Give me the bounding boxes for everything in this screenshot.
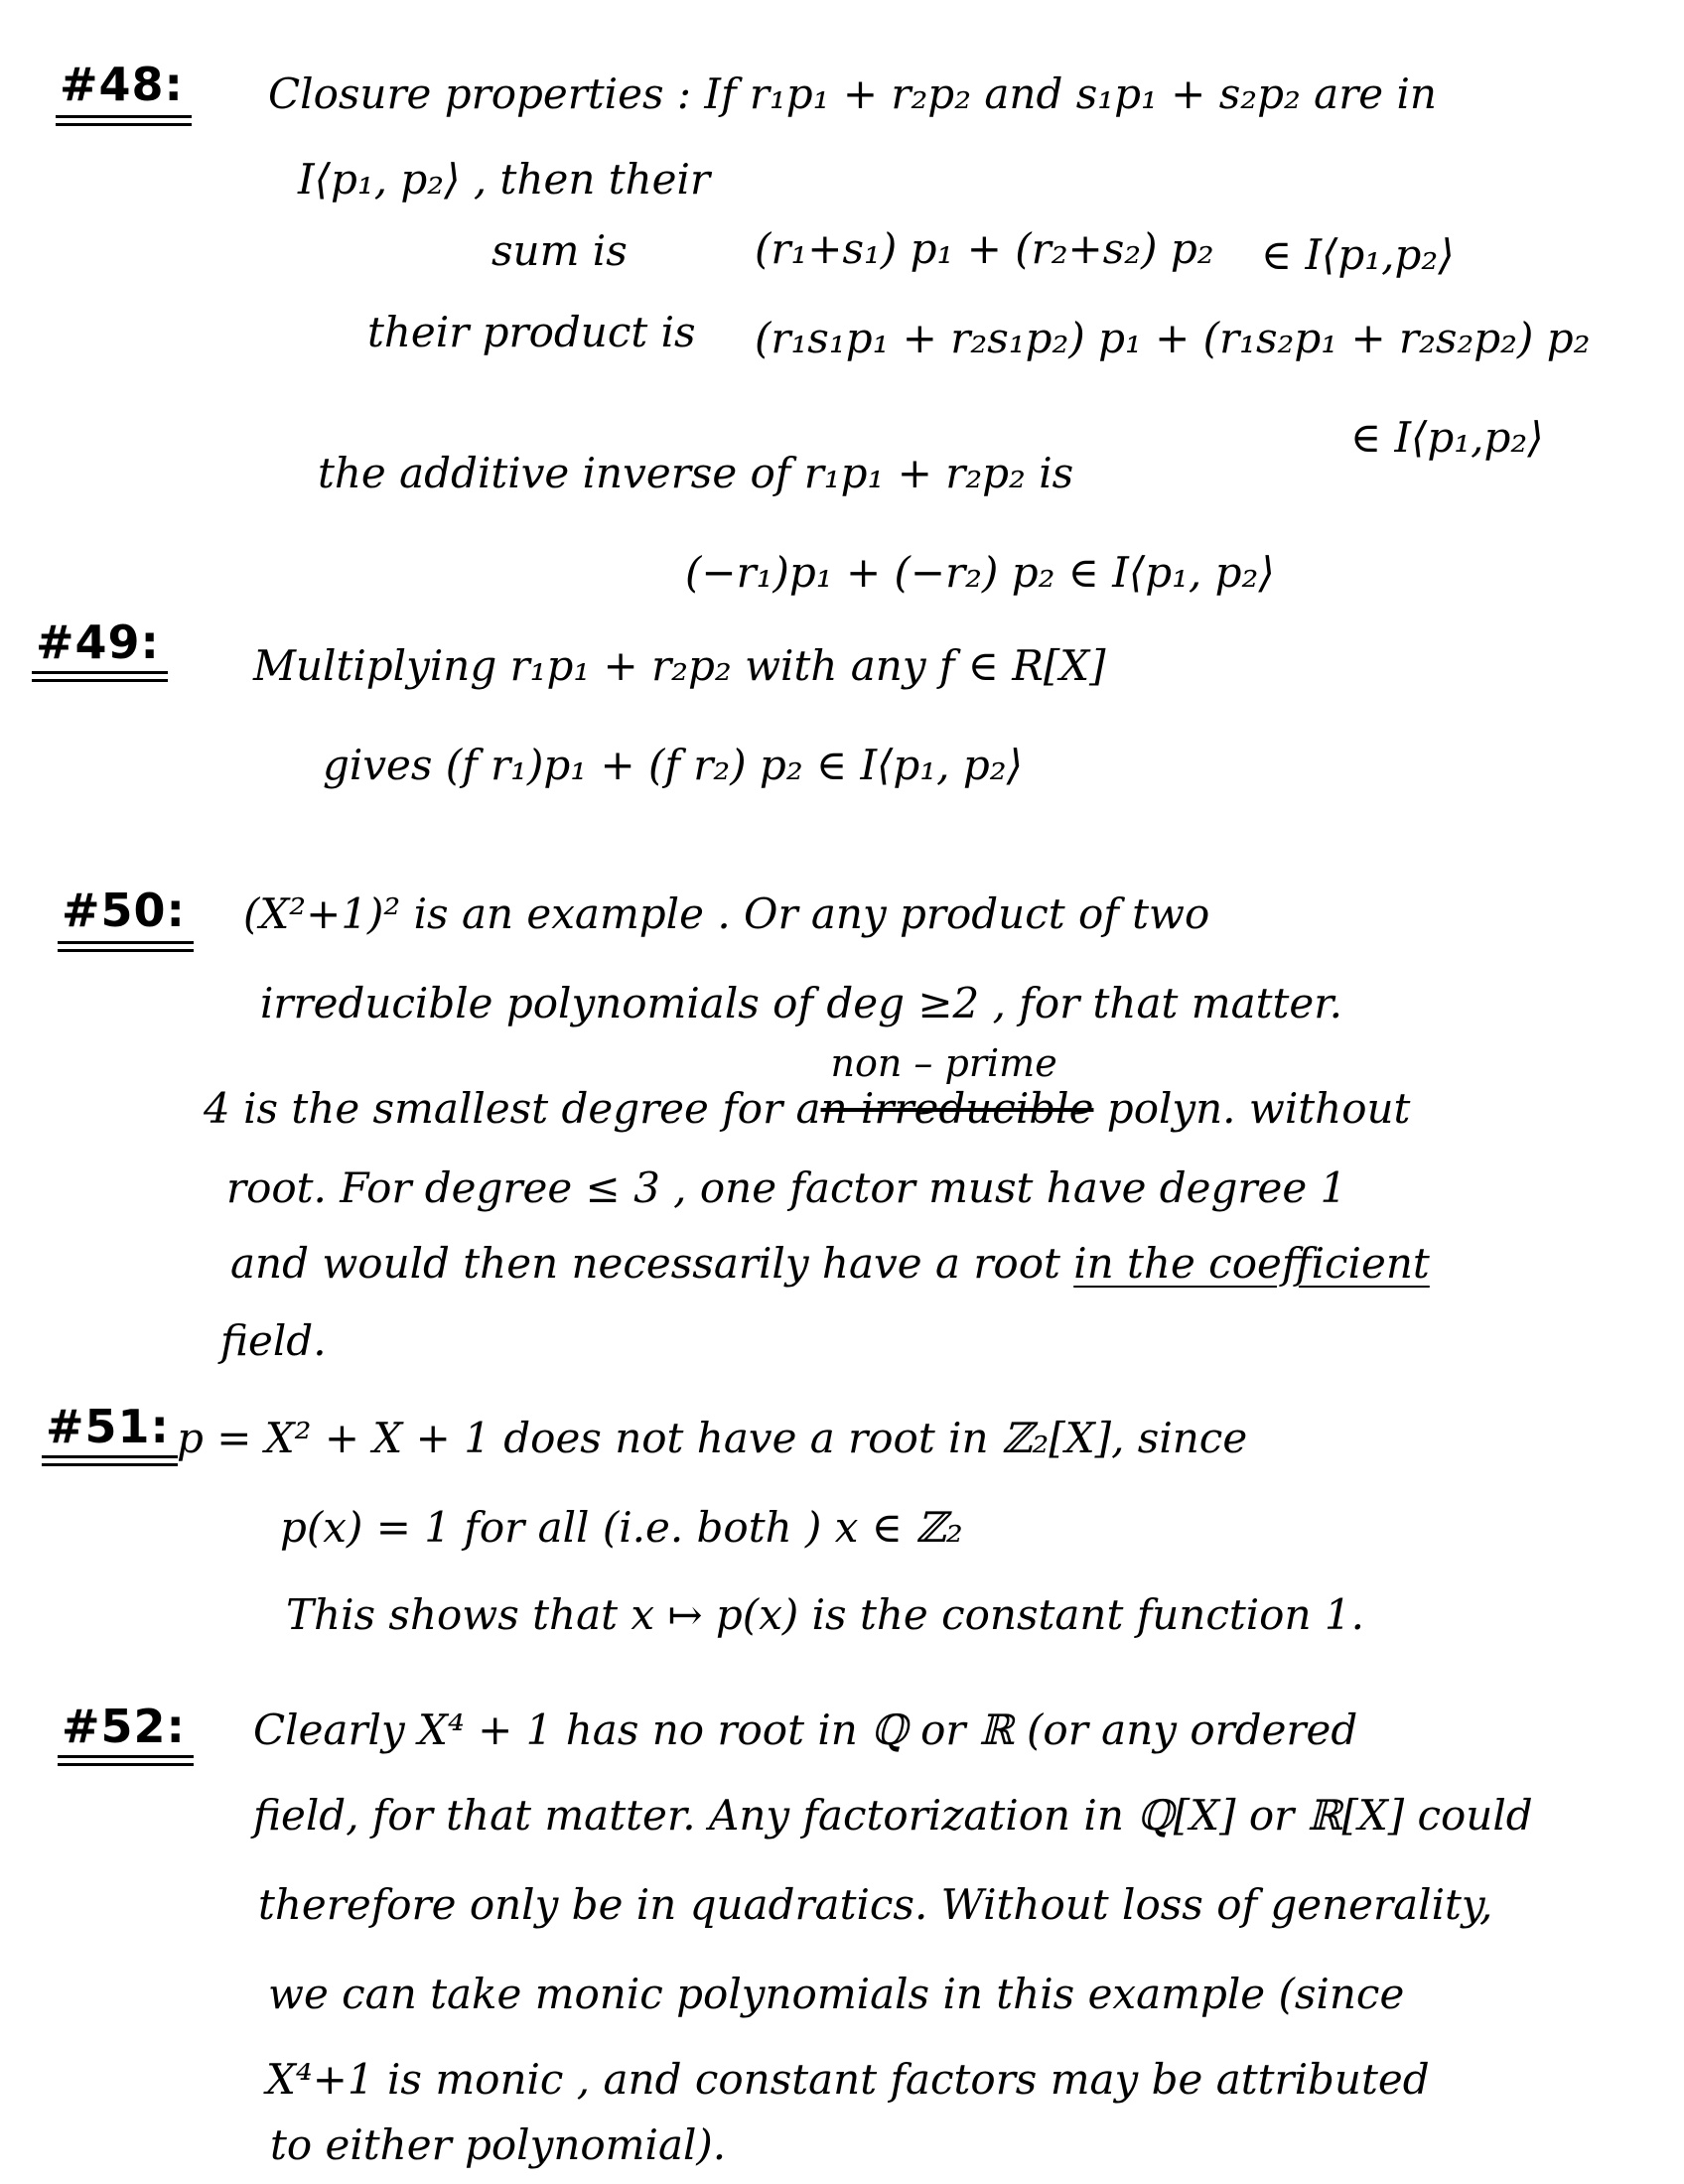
s50-line4: root. For degree ≤ 3 , one factor must have degree 1 (226, 1163, 1347, 1212)
label-text: #52: (62, 1700, 186, 1753)
s48-inverse-label: the additive inverse of r₁p₁ + r₂p₂ is (318, 449, 1074, 497)
problem-label-49 (36, 615, 160, 669)
s49-line2: gives (f r₁)p₁ + (f r₂) p₂ ∈ I⟨p₁, p₂⟩ (323, 741, 1023, 789)
s52-line4: we can take monic polynomials in this example (since (268, 1970, 1405, 2018)
s51-line1: p = X² + X + 1 does not have a root in ℤ₂[X], since (177, 1414, 1248, 1462)
label-text: #50: (62, 884, 186, 937)
s50-line1: (X²+1)² is an example . Or any product of two (243, 889, 1210, 938)
s50-line3-correction (820, 1041, 1094, 1133)
s50-line2: irreducible polynomials of deg ≥2 , for that matter. (260, 979, 1343, 1027)
problem-label-50 (62, 884, 186, 937)
s48-product-expression: (r₁s₁p₁ + r₂s₁p₂) p₁ + (r₁s₂p₁ + r₂s₂p₂) p₂ (755, 314, 1591, 362)
s48-line1: Closure properties : If r₁p₁ + r₂p₂ and s₁p₁ + s₂p₂ are in (268, 69, 1437, 118)
s48-product-membership: ∈ I⟨p₁,p₂⟩ (1350, 413, 1544, 462)
s50-line3-post: polyn. without (1093, 1084, 1411, 1133)
s48-sum-membership: ∈ I⟨p₁,p₂⟩ (1261, 230, 1455, 279)
s48-product-label: their product is (367, 308, 696, 356)
s48-sum-label: sum is (491, 226, 628, 275)
label-text: #51: (46, 1400, 170, 1453)
s52-line5: X⁴+1 is monic , and constant factors may be attributed (266, 2055, 1430, 2104)
s52-line2: field, for that matter. Any factorization in ℚ[X] or ℝ[X] could (253, 1791, 1533, 1840)
s50-line6: field. (220, 1316, 327, 1365)
s48-sum-expression: (r₁+s₁) p₁ + (r₂+s₂) p₂ (755, 224, 1214, 273)
s50-struck-word: n irreducible (820, 1084, 1094, 1133)
s52-line1: Clearly X⁴ + 1 has no root in ℚ or ℝ (or any ordered (253, 1706, 1358, 1754)
label-text: #49: (36, 615, 160, 669)
s50-line3-pre: 4 is the smallest degree for a (204, 1084, 821, 1133)
problem-label-52 (62, 1700, 186, 1753)
s48-line2: I⟨p₁, p₂⟩ , then their (298, 155, 711, 204)
s52-line3: therefore only be in quadratics. Without loss of generality, (258, 1880, 1493, 1929)
s50-line5-pre: and would then necessarily have a root (230, 1239, 1074, 1288)
problem-label-51 (46, 1400, 170, 1453)
s52-line6: to either polynomial). (270, 2120, 727, 2169)
s50-line3 (204, 1041, 1411, 1133)
s50-line5-underlined: in the coefficient (1073, 1239, 1430, 1288)
s50-inserted-word: non – prime (830, 1041, 1057, 1085)
s49-line1: Multiplying r₁p₁ + r₂p₂ with any f ∈ R[X] (253, 641, 1106, 690)
s51-line3: This shows that x ↦ p(x) is the constant function 1. (286, 1590, 1364, 1639)
s48-inverse-expression: (−r₁)p₁ + (−r₂) p₂ ∈ I⟨p₁, p₂⟩ (685, 548, 1275, 597)
label-text: #48: (60, 58, 184, 111)
s50-line5 (230, 1239, 1430, 1288)
problem-label-48 (60, 58, 184, 111)
s51-line2: p(x) = 1 for all (i.e. both ) x ∈ ℤ₂ (280, 1503, 963, 1552)
